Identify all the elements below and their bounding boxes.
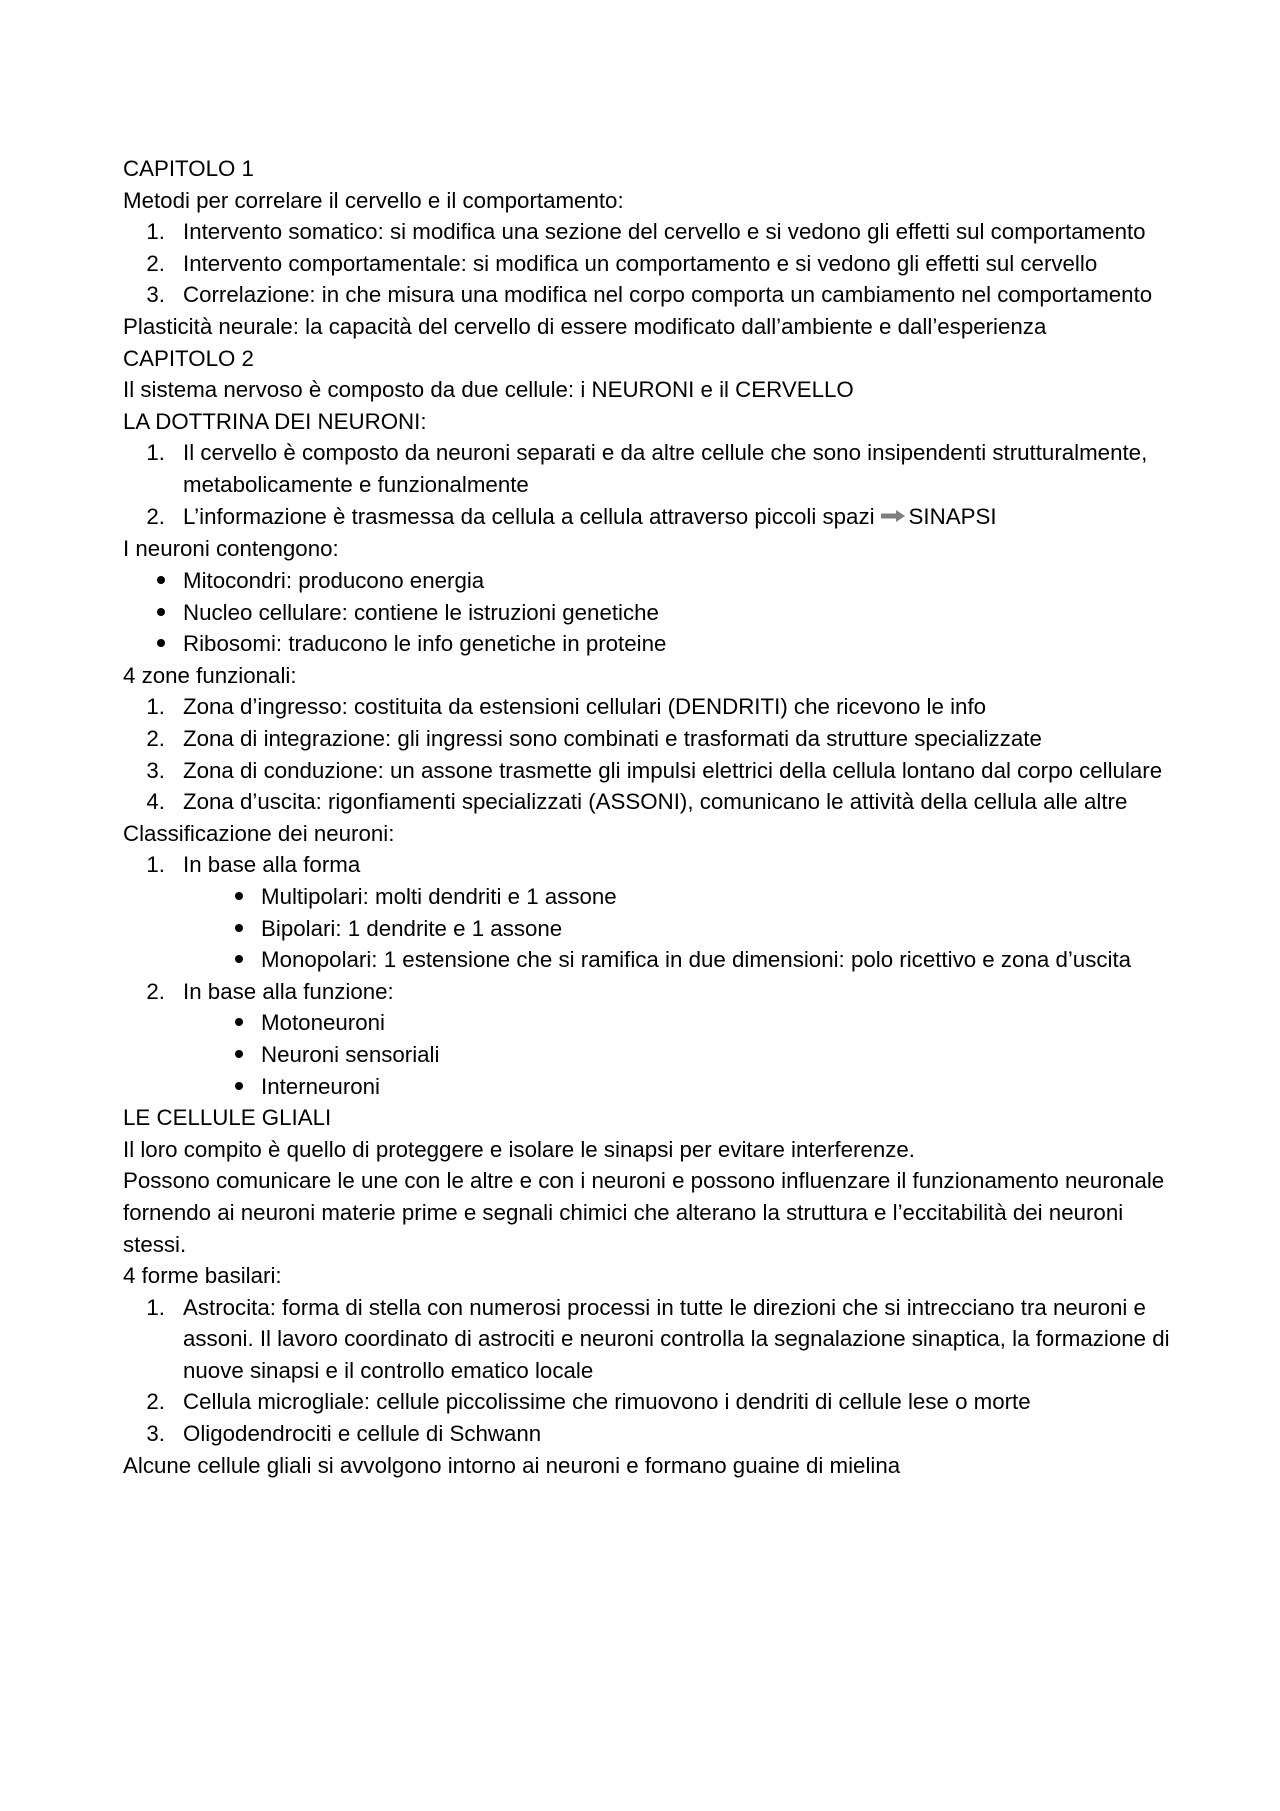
list-item-text: Monopolari: 1 estensione che si ramifica in due dimensioni: polo ricettivo e zona d’uscita — [261, 947, 1132, 973]
list-number: 1. — [146, 219, 165, 245]
list-item-text: Il cervello è composto da neuroni separati e da altre cellule che sono insipendenti strutturalmente, metabolicamente e funzionalmente — [183, 440, 1148, 497]
list-item-text: Neuroni sensoriali — [261, 1041, 440, 1067]
list-number: 2. — [146, 726, 165, 751]
list-item-text: Nucleo cellulare: contiene le istruzioni genetiche — [183, 599, 659, 625]
list-item-text: Ribosomi: traducono le info genetiche in proteine — [183, 631, 667, 657]
list-item-text: Mitocondri: producono energia — [183, 568, 485, 594]
myelin-paragraph: Alcune cellule gliali si avvolgono intorno ai neuroni e formano guaine di mielina — [123, 1452, 901, 1478]
list-number: 3. — [146, 1421, 165, 1447]
list-item — [123, 628, 1173, 660]
chapter-1-title: CAPITOLO 1 — [123, 156, 254, 181]
basic-forms-list — [123, 1292, 1173, 1450]
list-number: 1. — [146, 694, 165, 720]
functional-zones-intro: 4 zone funzionali: — [123, 662, 297, 688]
bullet-icon — [123, 1007, 261, 1039]
sub-list-item — [123, 944, 1173, 976]
list-number: 2. — [146, 1389, 165, 1415]
list-item — [123, 279, 1173, 311]
bullet-icon — [123, 881, 261, 913]
list-item-text: In base alla forma — [183, 852, 361, 878]
list-item-text: Motoneuroni — [261, 1010, 385, 1036]
list-number: 1. — [146, 440, 165, 466]
glial-paragraph-1: Il loro compito è quello di proteggere e isolare le sinapsi per evitare interferenze. — [123, 1136, 915, 1162]
bullet-icon — [123, 944, 261, 976]
list-item-text: Multipolari: molti dendriti e 1 assone — [261, 883, 617, 909]
list-item — [123, 597, 1173, 629]
list-item-text: Zona di integrazione: gli ingressi sono combinati e trasformati da strutture specializzate — [183, 726, 1042, 751]
sub-list-item — [123, 1071, 1173, 1103]
sub-list-item — [123, 913, 1173, 945]
list-number: 3. — [146, 282, 165, 308]
list-item — [123, 691, 1173, 723]
bullet-icon — [123, 565, 183, 597]
list-item-text: Zona d’uscita: rigonfiamenti specializzati (ASSONI), comunicano le attività della cellula alle altre — [183, 789, 1128, 815]
list-number: 2. — [146, 503, 165, 529]
list-item — [123, 723, 1173, 755]
neuron-contents-intro: I neuroni contengono: — [123, 536, 339, 562]
list-item — [123, 216, 1173, 248]
list-item-text: Interneuroni — [261, 1073, 380, 1099]
document-page — [123, 153, 1173, 1481]
list-item — [123, 976, 1173, 1008]
list-item-text: Bipolari: 1 dendrite e 1 assone — [261, 915, 563, 941]
list-item-text — [183, 501, 1173, 534]
list-number: 4. — [146, 789, 165, 815]
classification-list — [123, 849, 1173, 1102]
list-item — [123, 755, 1173, 787]
bullet-icon — [123, 1039, 261, 1071]
list-item — [123, 501, 1173, 534]
bullet-icon — [123, 1071, 261, 1103]
methods-list — [123, 216, 1173, 311]
list-number: 2. — [146, 250, 165, 276]
list-item-text-main: L’informazione è trasmessa da cellula a cellula attraverso piccoli spazi — [183, 503, 875, 529]
list-item-text: Astrocita: forma di stella con numerosi processi in tutte le direzioni che si intrecciano tra neuroni e assoni. Il lavoro coordinato di astrociti e neuroni controlla la segnalazione sinaptica, la formazione di nuove sinapsi e il controllo ematico locale — [183, 1294, 1170, 1383]
list-item-text: In base alla funzione: — [183, 978, 394, 1004]
doctrine-list — [123, 437, 1173, 533]
synapse-label: SINAPSI — [908, 503, 997, 529]
list-number: 1. — [146, 1294, 165, 1320]
classification-intro: Classificazione dei neuroni: — [123, 820, 395, 846]
list-item-text: Correlazione: in che misura una modifica nel corpo comporta un cambiamento nel comportamento — [183, 282, 1153, 308]
sub-list-item — [123, 881, 1173, 913]
neuron-doctrine-title: LA DOTTRINA DEI NEURONI: — [123, 408, 427, 434]
glial-paragraph-2: Possono comunicare le une con le altre e con i neuroni e possono influenzare il funzionamento neuronale fornendo ai neuroni materie prime e segnali chimici che alterano la struttura e l’eccitabilità dei neuroni stessi. — [123, 1168, 1165, 1257]
list-item — [123, 1386, 1173, 1418]
list-item-text: Cellula microgliale: cellule piccolissime che rimuovono i dendriti di cellule lese o morte — [183, 1389, 1031, 1415]
bullet-icon — [123, 628, 183, 660]
list-number: 2. — [146, 978, 165, 1004]
nervous-system-paragraph: Il sistema nervoso è composto da due cellule: i NEURONI e il CERVELLO — [123, 377, 854, 403]
sub-list-item — [123, 1039, 1173, 1071]
list-item-text: Zona di conduzione: un assone trasmette gli impulsi elettrici della cellula lontano dal corpo cellulare — [183, 757, 1163, 783]
bullet-icon — [123, 913, 261, 945]
glial-cells-title: LE CELLULE GLIALI — [123, 1105, 332, 1131]
plasticity-paragraph: Plasticità neurale: la capacità del cervello di essere modificato dall’ambiente e dall’esperienza — [123, 313, 1047, 339]
chapter-2-title: CAPITOLO 2 — [123, 345, 254, 371]
list-item-text: Oligodendrociti e cellule di Schwann — [183, 1421, 542, 1447]
list-item — [123, 248, 1173, 280]
list-item-text: Zona d’ingresso: costituita da estensioni cellulari (DENDRITI) che ricevono le info — [183, 694, 987, 720]
list-item-text: Intervento comportamentale: si modifica un comportamento e si vedono gli effetti sul cervello — [183, 250, 1098, 276]
basic-forms-intro: 4 forme basilari: — [123, 1263, 282, 1289]
list-item — [123, 786, 1173, 818]
list-number: 3. — [146, 757, 165, 783]
list-item — [123, 565, 1173, 597]
list-number: 1. — [146, 852, 165, 878]
list-item — [123, 437, 1173, 500]
right-arrow-icon — [880, 500, 906, 532]
bullet-icon — [123, 597, 183, 629]
list-item — [123, 1292, 1173, 1387]
list-item — [123, 1418, 1173, 1450]
list-item — [123, 849, 1173, 881]
neuron-contents-list — [123, 565, 1173, 660]
sub-list-item — [123, 1007, 1173, 1039]
methods-intro: Metodi per correlare il cervello e il comportamento: — [123, 187, 624, 213]
list-item-text: Intervento somatico: si modifica una sezione del cervello e si vedono gli effetti sul comportamento — [183, 219, 1146, 245]
functional-zones-list — [123, 691, 1173, 817]
